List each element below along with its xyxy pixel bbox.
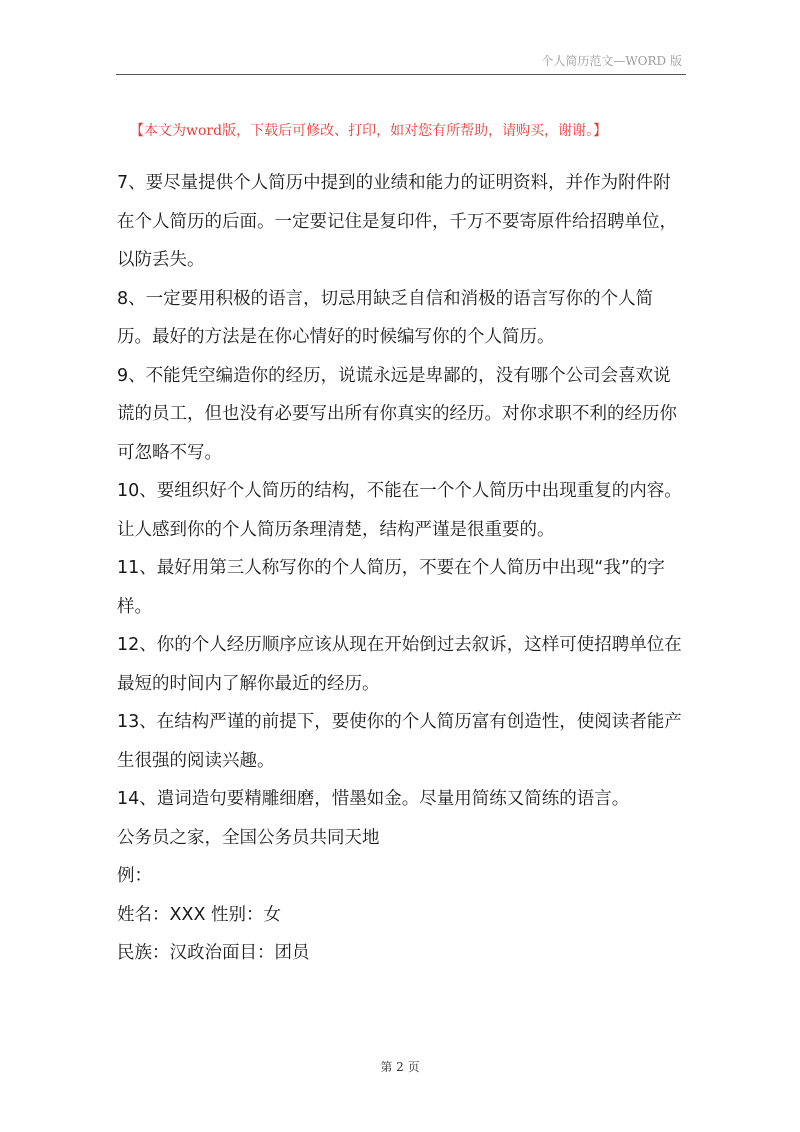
purchase-notice: 【本文为word版，下载后可修改、打印，如对您有所帮助，请购买，谢谢。】 bbox=[130, 123, 608, 139]
list-item-9: 9、不能凭空编造你的经历，说谎永远是卑鄙的，没有哪个公司会喜欢说谎的员工，但也没有必要写出所有你真实的经历。对你求职不利的经历你可忽略不写。 bbox=[117, 365, 677, 463]
example-ethnicity-politics: 民族：汉政治面目：团员 bbox=[117, 943, 310, 963]
header-divider bbox=[116, 74, 686, 75]
site-slogan: 公务员之家，全国公务员共同天地 bbox=[117, 827, 380, 848]
header-title: 个人简历范文—WORD 版 bbox=[541, 54, 682, 68]
list-item-11: 11、最好用第三人称写你的个人简历，不要在个人简历中出现“我”的字样。 bbox=[117, 558, 665, 617]
list-item-14: 14、遣词造句要精雕细磨，惜墨如金。尽量用简练又简练的语言。 bbox=[117, 789, 630, 809]
list-item-12: 12、你的个人经历顺序应该从现在开始倒过去叙诉，这样可使招聘单位在最短的时间内了解你最近的经历。 bbox=[117, 635, 682, 694]
list-item-10: 10、要组织好个人简历的结构，不能在一个个人简历中出现重复的内容。让人感到你的个人简历条理清楚，结构严谨是很重要的。 bbox=[117, 481, 682, 540]
document-body bbox=[117, 164, 687, 973]
list-item-7: 7、要尽量提供个人简历中提到的业绩和能力的证明资料，并作为附件附在个人简历的后面。一定要记住是复印件，千万不要寄原件给招聘单位，以防丢失。 bbox=[117, 173, 677, 270]
list-item-13: 13、在结构严谨的前提下，要使你的个人简历富有创造性，使阅读者能产生很强的阅读兴趣。 bbox=[117, 712, 682, 771]
page-number: 第 2 页 bbox=[380, 1060, 420, 1074]
example-name-gender: 姓名：XXX 性别：女 bbox=[117, 904, 282, 925]
list-item-8: 8、一定要用积极的语言，切忌用缺乏自信和消极的语言写你的个人简历。最好的方法是在你心情好的时候编写你的个人简历。 bbox=[117, 288, 654, 347]
example-label: 例： bbox=[117, 866, 152, 886]
